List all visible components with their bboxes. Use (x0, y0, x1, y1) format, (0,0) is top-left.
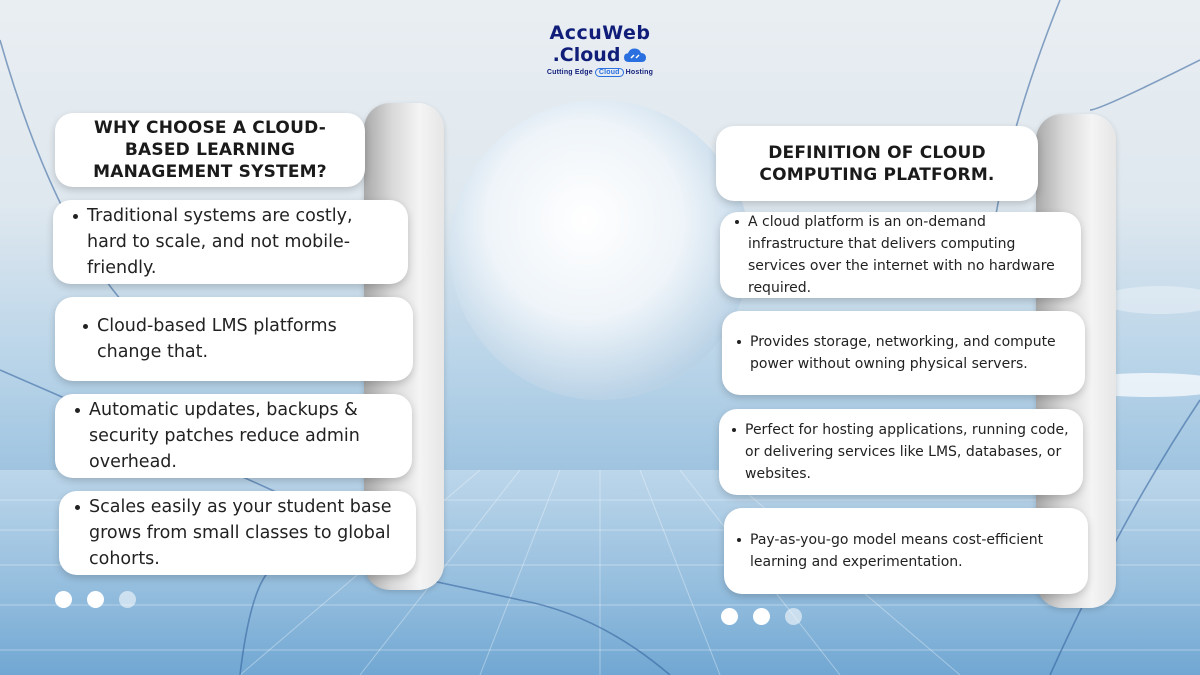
left-bullet-card-1 (53, 200, 408, 284)
right-bullet-1: A cloud platform is an on-demand infrastructure that delivers computing services over the internet with no hardware required. (730, 211, 1075, 299)
logo-tagline-start: Cutting Edge (546, 69, 593, 76)
left-bullet-4: Scales easily as your student base grows from small classes to global cohorts. (69, 494, 412, 572)
accuweb-logo (540, 22, 660, 84)
logo-tagline (540, 68, 660, 77)
right-bullet-card-4 (724, 508, 1088, 594)
left-bullet-card-3 (55, 394, 412, 478)
pager-dot[interactable] (55, 591, 72, 608)
left-bullet-2: Cloud-based LMS platforms change that. (77, 313, 395, 365)
pager-dot[interactable] (119, 591, 136, 608)
logo-tagline-end: Hosting (625, 69, 654, 76)
cloud-icon (623, 47, 647, 63)
right-bullet-3: Perfect for hosting applications, running code, or delivering services like LMS, databases, or websites. (727, 419, 1077, 485)
right-bullet-2: Provides storage, networking, and compute power without owning physical servers. (732, 331, 1075, 375)
right-bullet-card-1 (720, 212, 1081, 298)
left-bullet-3: Automatic updates, backups & security patches reduce admin overhead. (69, 397, 408, 475)
left-pager-dots (55, 591, 136, 608)
pager-dot[interactable] (721, 608, 738, 625)
pager-dot[interactable] (785, 608, 802, 625)
left-bullet-card-4 (59, 491, 416, 575)
logo-tagline-pill: Cloud (595, 68, 624, 77)
pager-dot[interactable] (87, 591, 104, 608)
left-panel-title (55, 113, 365, 187)
right-bullet-card-3 (719, 409, 1083, 495)
right-bullet-card-2 (722, 311, 1085, 395)
right-panel-title (716, 126, 1038, 201)
left-panel-title-text: WHY CHOOSE A CLOUD-BASED LEARNING MANAGEMENT SYSTEM? (93, 118, 327, 182)
logo-brand-line2-row (540, 44, 660, 66)
logo-brand-line1: AccuWeb (549, 22, 651, 44)
pager-dot[interactable] (753, 608, 770, 625)
right-panel-title-text: DEFINITION OF CLOUD COMPUTING PLATFORM. (759, 142, 995, 185)
right-bullet-4: Pay-as-you-go model means cost-efficient learning and experimentation. (732, 529, 1064, 573)
left-bullet-card-2 (55, 297, 413, 381)
right-pager-dots (721, 608, 802, 625)
logo-brand-line2: .Cloud (552, 44, 621, 66)
left-bullet-1: Traditional systems are costly, hard to scale, and not mobile-friendly. (67, 203, 390, 281)
